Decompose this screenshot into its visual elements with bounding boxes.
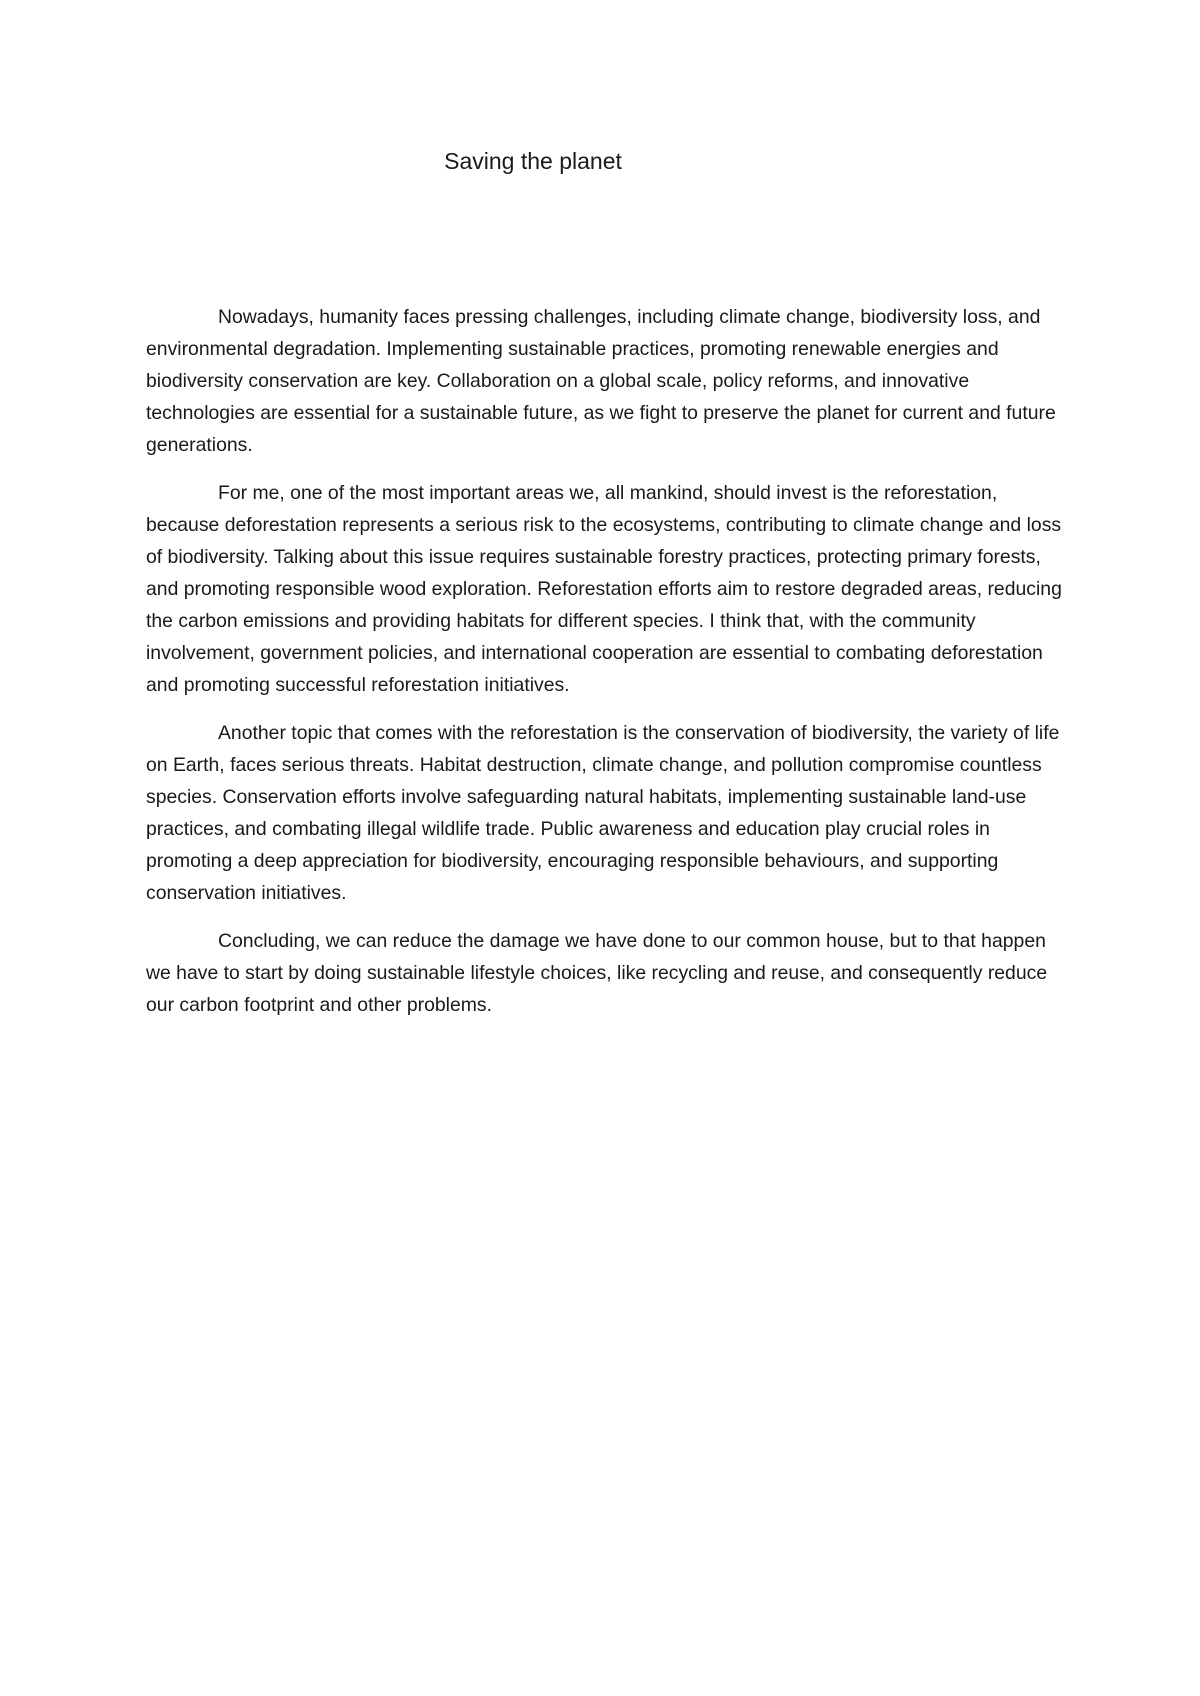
paragraph-reforestation: For me, one of the most important areas we, all mankind, should invest is the reforestation, because deforestation represents a serious risk to the ecosystems, contributing to climate change and loss of biodiversity. Talking about this issue requires sustainable forestry practices, protecting primary forests, and promoting responsible wood exploration. Reforestation efforts aim to restore degraded areas, reducing the carbon emissions and providing habitats for different species. I think that, with the community involvement, government policies, and international cooperation are essential to combating deforestation and promoting successful reforestation initiatives. — [146, 482, 1062, 696]
document-title: Saving the planet — [444, 148, 622, 174]
paragraph-conclusion: Concluding, we can reduce the damage we have done to our common house, but to that happen we have to start by doing sustainable lifestyle choices, like recycling and reuse, and consequently reduce our carbon footprint and other problems. — [146, 930, 1048, 1016]
document-body — [146, 301, 1064, 1037]
paragraph-intro: Nowadays, humanity faces pressing challenges, including climate change, biodiversity loss, and environmental degradation. Implementing sustainable practices, promoting renewable energies and biodiversity conservation are key. Collaboration on a global scale, policy reforms, and innovative technologies are essential for a sustainable future, as we fight to preserve the planet for current and future generations. — [146, 306, 1056, 456]
paragraph-biodiversity: Another topic that comes with the reforestation is the conservation of biodiversity, the variety of life on Earth, faces serious threats. Habitat destruction, climate change, and pollution compromise countless species. Conservation efforts involve safeguarding natural habitats, implementing sustainable land-use practices, and combating illegal wildlife trade. Public awareness and education play crucial roles in promoting a deep appreciation for biodiversity, encouraging responsible behaviours, and supporting conservation initiatives. — [146, 722, 1060, 904]
